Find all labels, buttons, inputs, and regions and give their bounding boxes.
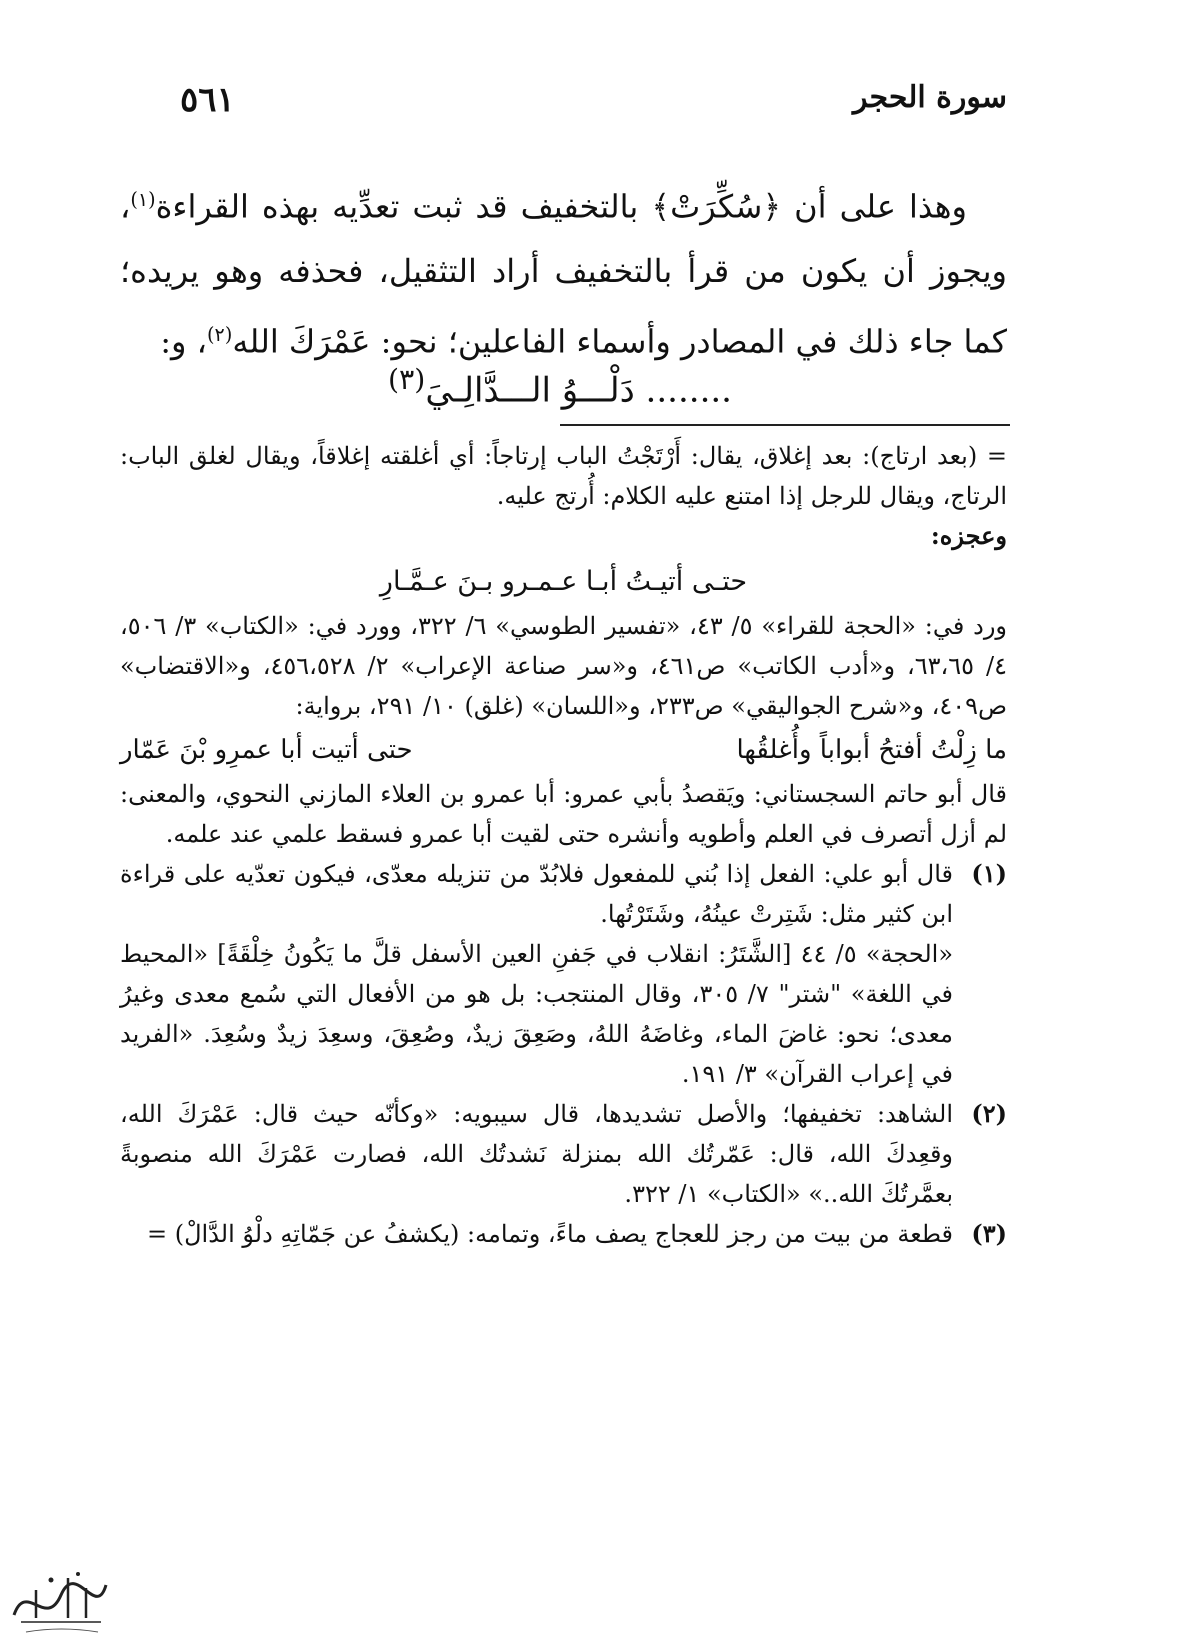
footnote-3-marker: (٣) xyxy=(971,1219,1007,1248)
main-text xyxy=(120,168,1007,373)
sources-text: ورد في: «الحجة للقراء» ٥/ ٤٣، «تفسير الطوسي» ٦/ ٣٢٢، وورد في: «الكتاب» ٣/ ٥٠٦، ٤/ ٦٣،٦٥، و«أدب الكاتب» ص٤٦١، و«سر صناعة الإعراب» ٢/ ٤٥٦،٥٢٨، و«الاقتضاب» ص٤٠٩، و«شرح الجواليقي» ص٢٣٣، و«اللسان» (غلق) ١٠/ ٢٩١، برواية: xyxy=(120,612,1008,720)
footnote-ref-3: (٣) xyxy=(387,363,426,396)
main-paragraph-part-2: ، ويجوز أن يكون من قرأ بالتخفيف أراد التثقيل، فحذفه وهو يريده؛ كما جاء ذلك في المصادر وأسماء الفاعلين؛ نحو: عَمْرَكَ الله xyxy=(120,187,1007,361)
footnote-1-marker: (١) xyxy=(971,859,1007,888)
page-number: ٥٦١ xyxy=(180,80,235,120)
footnote-3 xyxy=(120,1214,1007,1254)
footnote-2 xyxy=(120,1094,1007,1214)
footnote-ref-2: (٢) xyxy=(207,322,233,346)
surah-title: سورة الحجر xyxy=(852,80,1007,115)
footnote-2-marker: (٢) xyxy=(971,1099,1007,1128)
footnote-1-text: قال أبو علي: الفعل إذا بُني للمفعول فلابُدّ من تنزيله معدّى، فيكون تعدّيه على قراءة ابن كثير مثل: شَتِرتْ عينُهُ، وشَتَرْتُها. xyxy=(120,860,953,928)
ajuz-verse: حتـى أتيـتُ أبـا عـمـرو بـنَ عـمَّـارِ xyxy=(379,566,748,597)
main-paragraph xyxy=(120,168,1007,373)
calligraphy-stamp-logo xyxy=(6,1560,116,1640)
main-paragraph-part-1: وهذا على أن ﴿سُكِّرَتْ﴾ بالتخفيف قد ثبت تعدِّيه بهذه القراءة xyxy=(155,187,968,226)
footnote-3-text: قطعة من بيت من رجز للعجاج يصف ماءً، وتمامه: (يكشفُ عن جَمّاتِهِ دلْوُ الدَّالْ) = xyxy=(146,1220,953,1248)
footnote-divider xyxy=(560,424,1010,426)
verse-fragment xyxy=(280,355,840,415)
couplet xyxy=(120,730,1007,770)
footnote-1 xyxy=(120,854,1007,1094)
footnote-continuation: = (بعد ارتاج): بعد إغلاق، يقال: أَرْتَجْتُ الباب إرتاجاً: أي أغلقته إغلاقاً، ويقال لغلق الباب: الرتاج، ويقال للرجل إذا امتنع عليه الكلام: أُرتج عليه. xyxy=(120,442,1008,510)
couplet-second-hemistich: حتى أتيت أبا عمرِو بْنَ عَمّار xyxy=(120,735,413,765)
footnote-ref-1: (١) xyxy=(130,188,156,211)
couplet-first-hemistich: ما زِلْتُ أفتحُ أبواباً وأُغلقُها xyxy=(736,735,1007,765)
ajuz-label: وعجزه: xyxy=(930,521,1007,550)
footnote-2-text: الشاهد: تخفيفها؛ والأصل تشديدها، قال سيبويه: «وكأنّه حيث قال: عَمْرَكَ الله، وقعِدكَ الله، قال: عَمّرتُك الله بمنزلة نَشدتُك الله، فصارت عَمْرَكَ الله منصوبةً بعمَّرتُكَ الله..» «الكتاب» ١/ ٣٢٢. xyxy=(120,1100,954,1208)
verse-fragment-text: ........ دَلْـــوُ الـــدَّالِـيَ xyxy=(425,370,732,411)
page-header xyxy=(180,80,1007,130)
main-paragraph-part-3: ، و: xyxy=(160,322,207,361)
footnote-1-text-continued: «الحجة» ٥/ ٤٤ [الشَّتَرُ: انقلاب في جَفنِ العين الأسفل قلَّ ما يَكُونُ خِلْقَةً] «المحيط في اللغة» "شتر" ٧/ ٣٠٥، وقال المنتجب: بل هو من الأفعال التي سُمع معدى وغيرُ معدى؛ نحو: غاضَ الماء، وغاضَهُ اللهُ، وصَعِقَ زيدٌ، وصُعِقَ، وسعِدَ زيدٌ وسُعِدَ. «الفريد في إعراب القرآن» ٣/ ١٩١. xyxy=(120,940,954,1088)
footnotes xyxy=(120,436,1007,1254)
explanation-text: قال أبو حاتم السجستاني: ويَقصدُ بأبي عمرو: أبا عمرو بن العلاء المازني النحوي، والمعنى: لم أزل أتصرف في العلم وأطويه وأنشره حتى لقيت أبا عمرو فسقط علمي عند علمه. xyxy=(120,780,1007,848)
